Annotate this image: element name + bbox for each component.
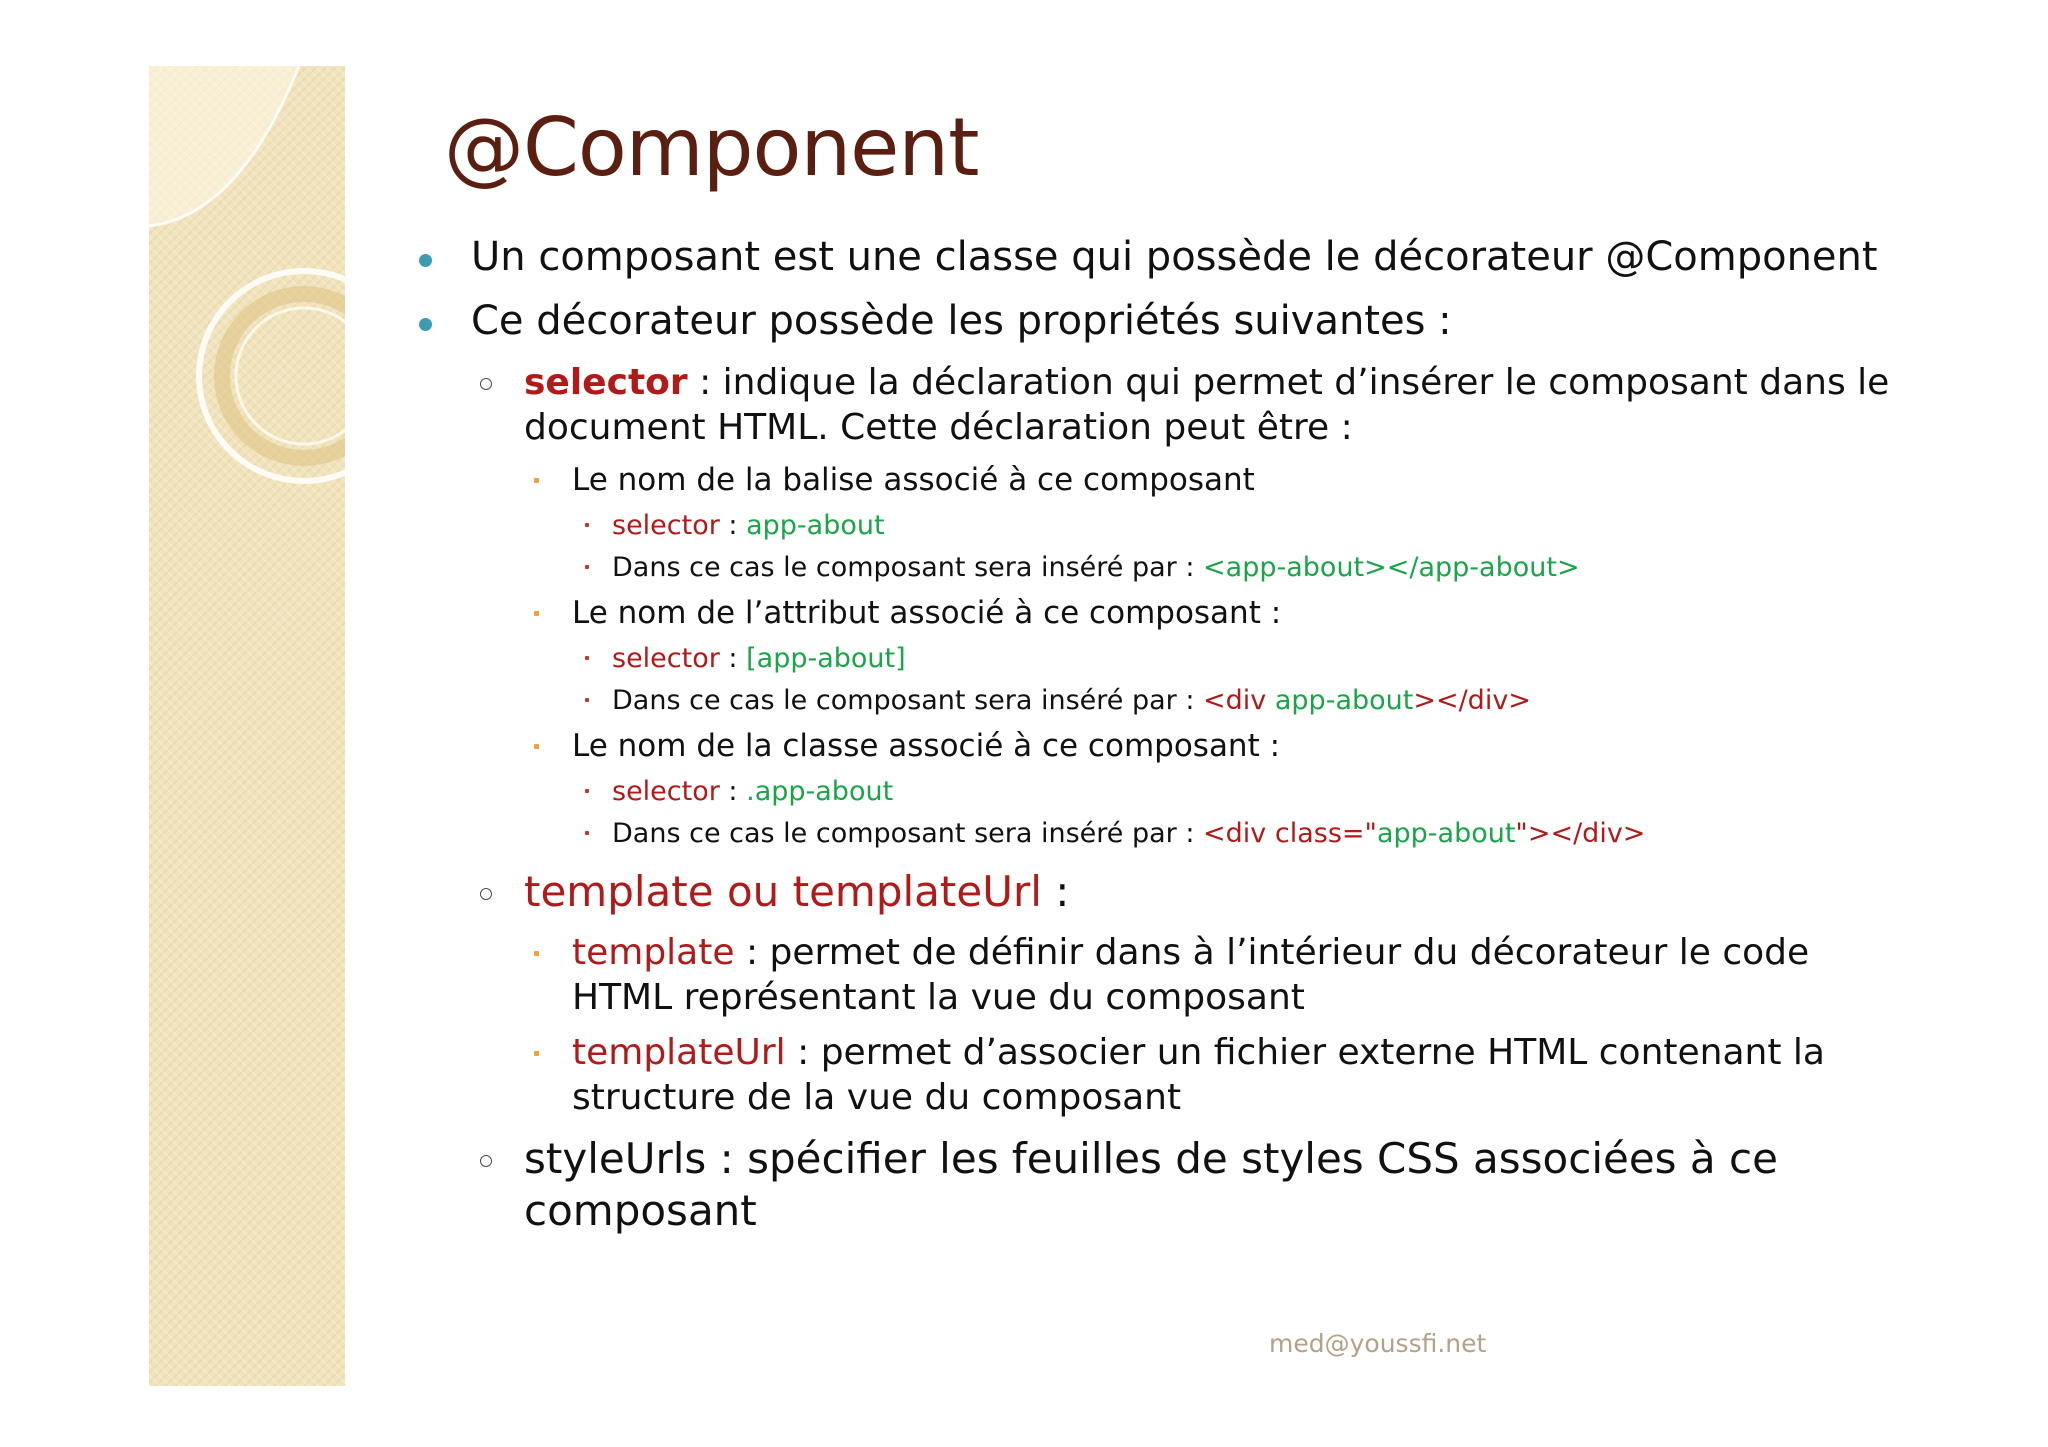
insert-code-red: <div: [1203, 685, 1275, 716]
example-label: selector: [612, 643, 720, 674]
bullet-text: Ce décorateur possède les propriétés suivantes :: [471, 298, 1452, 344]
square-bullet-icon: [534, 478, 539, 483]
styleurls-line-1: styleUrls : spécifier les feuilles de styles CSS associées à ce: [524, 1134, 1778, 1183]
template-heading: [524, 867, 1069, 916]
insert-code-red: <div class=": [1203, 818, 1377, 849]
slide-content: [149, 66, 1889, 1386]
bullet-dot-icon: [419, 318, 432, 331]
small-bullet-icon: [585, 831, 589, 835]
small-bullet-icon: [585, 656, 589, 660]
bullet-dot-icon: [419, 254, 432, 267]
case-insert: [612, 552, 1580, 583]
example-label: selector: [612, 776, 720, 807]
case-insert: [612, 685, 1531, 716]
template-heading-rest: :: [1041, 867, 1070, 916]
templateurl-description: : permet d’associer un fichier externe HTML contenant la: [785, 1032, 1825, 1073]
insert-code-red: "></div>: [1515, 818, 1646, 849]
selector-keyword: selector: [524, 362, 688, 403]
example-label: selector: [612, 510, 720, 541]
example-sep: :: [719, 643, 747, 674]
bullet-text: Un composant est une classe qui possède le décorateur @Component: [471, 234, 1878, 280]
example-sep: :: [719, 510, 747, 541]
square-bullet-icon: [534, 744, 539, 749]
case-heading: Le nom de la classe associé à ce composant :: [572, 728, 1281, 764]
case-example: [612, 510, 885, 541]
example-value: .app-about: [746, 776, 894, 807]
example-sep: :: [719, 776, 747, 807]
case-example: [612, 643, 906, 674]
selector-line-2: document HTML. Cette déclaration peut être :: [524, 407, 1353, 448]
template-heading-keyword: template ou templateUrl: [524, 867, 1042, 916]
slide-title: @Component: [444, 101, 979, 194]
insert-text: Dans ce cas le composant sera inséré par :: [612, 552, 1204, 583]
small-bullet-icon: [585, 698, 589, 702]
template-item-line-1: [572, 932, 1809, 973]
templateurl-item-line-1: [572, 1032, 1825, 1073]
square-bullet-icon: [534, 1051, 539, 1056]
templateurl-keyword: templateUrl: [572, 1032, 786, 1073]
footer-email: med@youssfi.net: [1269, 1329, 1487, 1358]
small-bullet-icon: [585, 523, 589, 527]
case-heading: Le nom de l’attribut associé à ce composant :: [572, 595, 1282, 631]
example-value: app-about: [746, 510, 885, 541]
square-bullet-icon: [534, 951, 539, 956]
insert-code-green: <app-about></app-about>: [1203, 552, 1580, 583]
styleurls-line-2: composant: [524, 1186, 757, 1235]
insert-code-red: ></div>: [1413, 685, 1531, 716]
template-item-line-2: HTML représentant la vue du composant: [572, 977, 1305, 1018]
insert-code-green: app-about: [1376, 818, 1516, 849]
ring-bullet-icon: [480, 1155, 492, 1167]
ring-bullet-icon: [480, 378, 492, 390]
case-heading: Le nom de la balise associé à ce composant: [572, 462, 1255, 498]
template-description: : permet de définir dans à l’intérieur du décorateur le code: [734, 932, 1810, 973]
small-bullet-icon: [585, 565, 589, 569]
insert-text: Dans ce cas le composant sera inséré par :: [612, 685, 1204, 716]
example-value: [app-about]: [746, 643, 906, 674]
square-bullet-icon: [534, 611, 539, 616]
slide: [149, 66, 1889, 1386]
insert-code-green: app-about: [1274, 685, 1414, 716]
case-example: [612, 776, 893, 807]
insert-text: Dans ce cas le composant sera inséré par :: [612, 818, 1204, 849]
ring-bullet-icon: [480, 888, 492, 900]
case-insert: [612, 818, 1645, 849]
small-bullet-icon: [585, 789, 589, 793]
templateurl-item-line-2: structure de la vue du composant: [572, 1077, 1182, 1118]
template-keyword: template: [572, 932, 735, 973]
selector-line-1: [524, 362, 1889, 403]
selector-description: : indique la déclaration qui permet d’insérer le composant dans le: [687, 362, 1890, 403]
